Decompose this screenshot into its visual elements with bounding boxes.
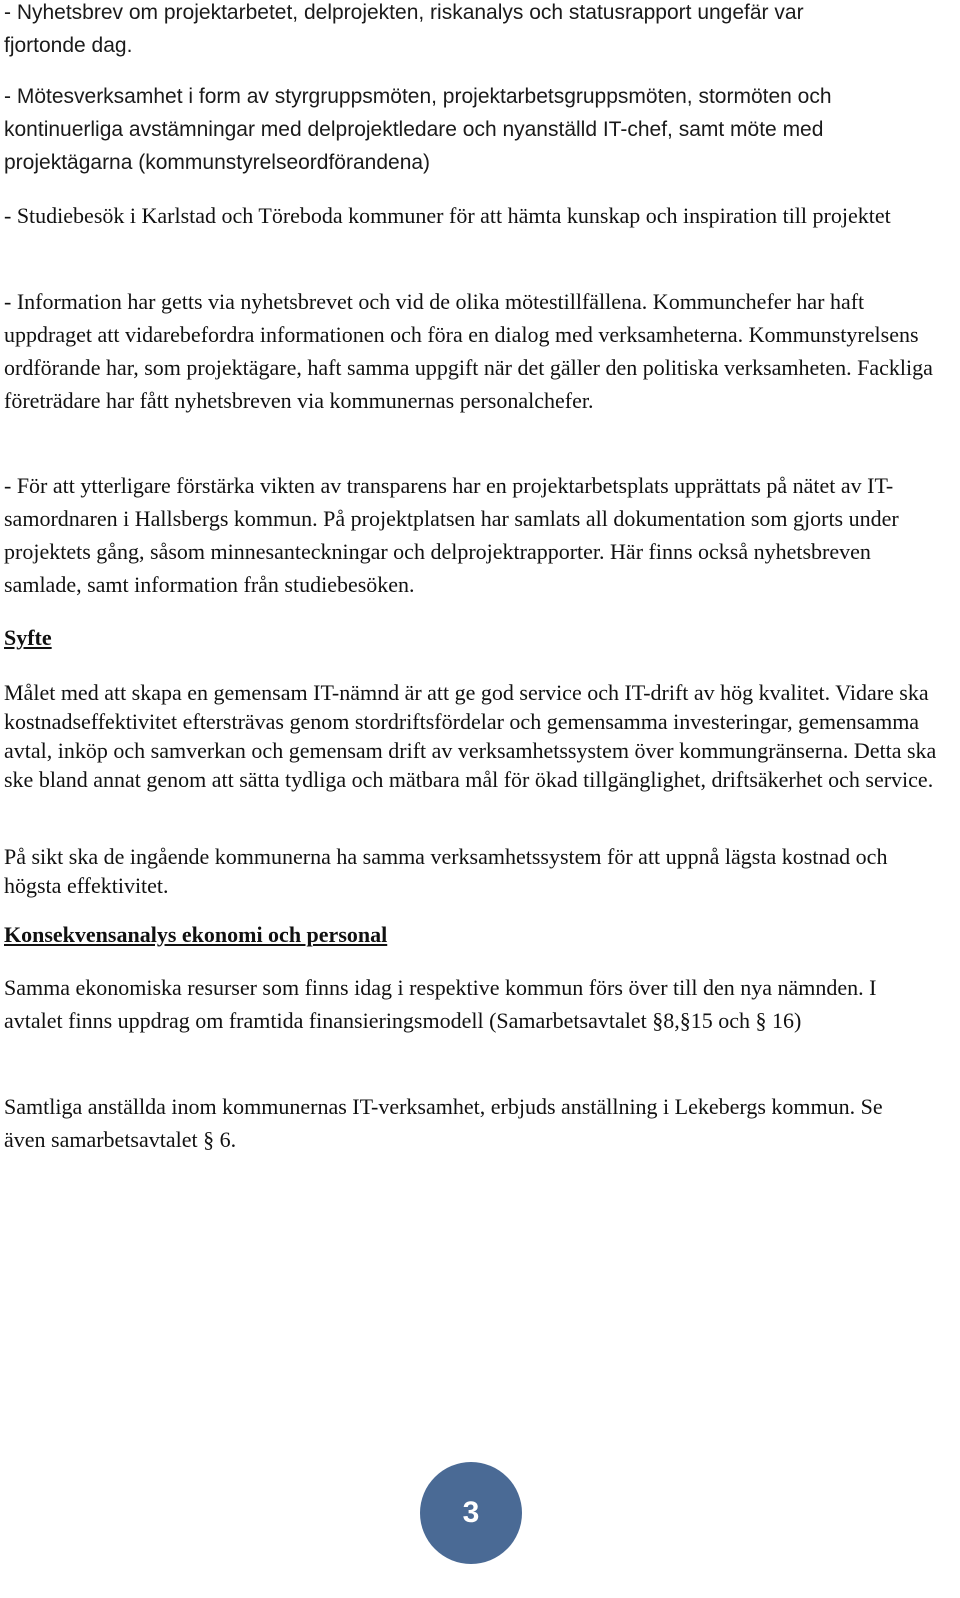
paragraph-study-visit: - Studiebesök i Karlstad och Töreboda kommuner för att hämta kunskap och inspiration till projektet — [4, 203, 891, 228]
paragraph-syfte-long-term: På sikt ska de ingående kommunerna ha samma verksamhetssystem för att uppnå lägsta kostnad och högsta effektivitet. — [4, 844, 888, 898]
paragraph-meetings: - Mötesverksamhet i form av styrgruppsmöten, projektarbetsgruppsmöten, stormöten och kontinuerliga avstämningar med delprojektledare och nyanställd IT-chef, samt möte med projektägarna (kommunstyrelseordförandena) — [4, 85, 832, 174]
paragraph-newsletter: - Nyhetsbrev om projektarbetet, delprojekten, riskanalys och statusrapport ungefär var fjortonde dag. — [4, 1, 804, 57]
heading-syfte: Syfte — [4, 625, 52, 650]
paragraph-information: - Information har getts via nyhetsbrevet och vid de olika mötestillfällena. Kommunchefer har haft uppdraget att vidarebefordra informationen och föra en dialog med verksamheterna. Kommunstyrelsens ordförande har, som projektägare, haft samma uppgift när det gäller den politiska verksamheten. Fackliga företrädare har fått nyhetsbreven via kommunernas personalchefer. — [4, 289, 933, 413]
page-number: 3 — [462, 1496, 480, 1529]
page-number-badge — [420, 1462, 522, 1564]
paragraph-personnel: Samtliga anställda inom kommunernas IT-verksamhet, erbjuds anställning i Lekebergs kommun. Se även samarbetsavtalet § 6. — [4, 1094, 883, 1152]
paragraph-transparency: - För att ytterligare förstärka vikten av transparens har en projektarbetsplats upprättats på nätet av IT- samordnaren i Hallsbergs kommun. På projektplatsen har samlats all dokumentation som gjorts under projektets gång, såsom minnesanteckningar och delprojektrapporter. Här finns också nyhetsbreven samlade, samt information från studiebesöken. — [4, 473, 899, 597]
paragraph-syfte-goal: Målet med att skapa en gemensam IT-nämnd är att ge god service och IT-drift av hög kvalitet. Vidare ska kostnadseffektivitet eftersträvas genom stordriftsfördelar och gemensamma investeringar, gemensamma avtal, inköp och samverkan och gemensam drift av verksamhetssystem över kommungränserna. Detta ska ske bland annat genom att sätta tydliga och mätbara mål för ökad tillgänglighet, driftsäkerhet och service. — [4, 680, 937, 792]
paragraph-economy: Samma ekonomiska resurser som finns idag i respektive kommun förs över till den nya nämnden. I avtalet finns uppdrag om framtida finansieringsmodell (Samarbetsavtalet §8,§15 och § 16) — [4, 975, 877, 1033]
heading-konsekvensanalys: Konsekvensanalys ekonomi och personal — [4, 922, 388, 947]
